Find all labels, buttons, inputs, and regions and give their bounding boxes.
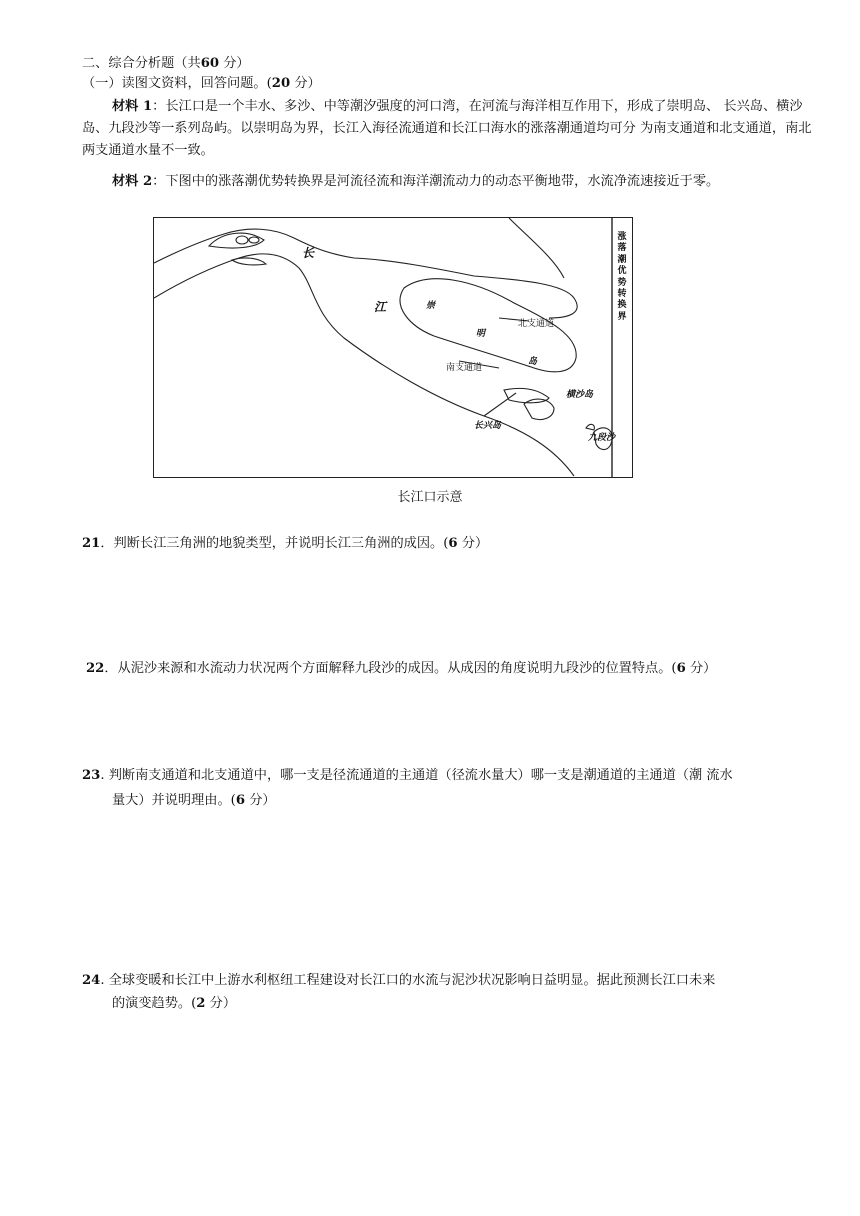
map-label-chang: 长 [302, 246, 315, 260]
question-23: 23. 判断南支通道和北支通道中，哪一支是径流通道的主通道（径流水量大）哪一支是潮通道的主通道（潮 流水 [82, 768, 733, 783]
map-label-north-channel: 北支通道 [518, 319, 555, 329]
map-caption: 长江口示意 [397, 490, 463, 505]
map-label-dao: 岛 [528, 357, 538, 367]
map-label-south-channel: 南支通道 [446, 363, 483, 373]
question-21: 21．判断长江三角洲的地貌类型，并说明长江三角洲的成因。(6 分） [82, 536, 489, 551]
map-label-hengsha: 横沙岛 [566, 390, 594, 400]
question-24: 24. 全球变暖和长江中上游水利枢纽工程建设对长江口的水流与泥沙状况影响日益明显。据此预测长江口未来 [82, 973, 716, 988]
map-label-jiang: 江 [374, 300, 387, 314]
map-label-changxing: 长兴岛 [474, 421, 502, 431]
question-24-line2: 的演变趋势。(2 分） [112, 996, 237, 1011]
yangtze-estuary-map [153, 217, 633, 478]
south-bank [154, 254, 574, 476]
map-label-ming: 明 [476, 329, 486, 339]
map-label-jiuduansha: 九段沙 [588, 433, 616, 443]
changxing-island [504, 388, 549, 402]
boundary-label: 涨 落 潮 优 势 转 换 界 [617, 232, 627, 322]
north-bank-upper [509, 218, 564, 278]
material-1: 材料 1：长江口是一个丰水、多沙、中等潮汐强度的河口湾，在河流与海洋相互作用下，形成了崇明岛、 长兴岛、横沙岛、九段沙等一系列岛屿。以崇明岛为界，长江入海径流通道和长江口海水的涨落潮通道均可分 为南支通道和北支通道，南北两支通道水量不一致。 [82, 99, 812, 158]
north-bank [154, 229, 577, 318]
question-22: 22．从泥沙来源和水流动力状况两个方面解释九段沙的成因。从成因的角度说明九段沙的位置特点。(6 分） [86, 661, 717, 676]
sub-heading: （一）读图文资料，回答问题。(20 分） [82, 76, 321, 91]
map-label-chong: 崇 [426, 301, 436, 311]
section-heading: 二、综合分析题（共60 分） [82, 56, 250, 71]
map-drawing [154, 218, 633, 478]
material-2: 材料 2：下图中的涨落潮优势转换界是河流径流和海洋潮流动力的动态平衡地带，水流净流速接近于零。 [112, 174, 720, 189]
question-23-line2: 量大）并说明理由。(6 分） [112, 793, 276, 808]
